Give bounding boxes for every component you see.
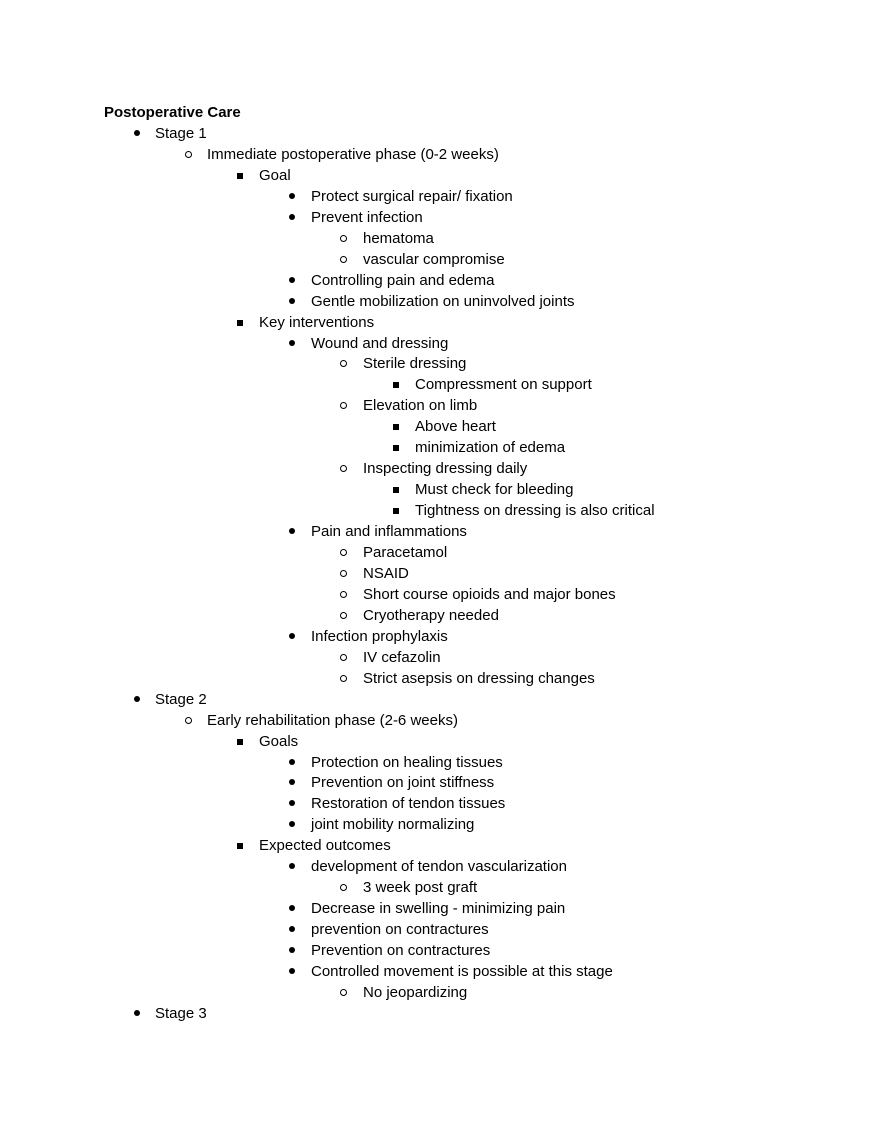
list-item bbox=[0, 270, 880, 291]
list-item bbox=[0, 940, 880, 961]
disc-bullet-icon bbox=[286, 291, 300, 312]
list-item bbox=[0, 228, 880, 249]
circle-bullet-icon bbox=[183, 144, 197, 165]
list-item-text: Strict asepsis on dressing changes bbox=[363, 670, 595, 687]
list-item bbox=[0, 647, 880, 668]
circle-bullet-icon bbox=[338, 542, 352, 563]
circle-bullet-icon bbox=[338, 605, 352, 626]
list-item bbox=[0, 500, 880, 521]
list-item-text: Goal bbox=[259, 167, 291, 184]
list-item-text: Must check for bleeding bbox=[415, 481, 574, 498]
square-bullet-icon bbox=[234, 731, 248, 752]
circle-bullet-icon bbox=[338, 584, 352, 605]
list-item bbox=[0, 353, 880, 374]
list-item bbox=[0, 752, 880, 773]
disc-bullet-icon bbox=[286, 521, 300, 542]
list-item bbox=[0, 668, 880, 689]
circle-bullet-icon bbox=[338, 668, 352, 689]
list-item-text: Goals bbox=[259, 733, 299, 750]
list-item-text: Stage 2 bbox=[155, 691, 207, 708]
list-item bbox=[0, 374, 880, 395]
square-bullet-icon bbox=[390, 374, 404, 395]
list-item bbox=[0, 144, 880, 165]
circle-bullet-icon bbox=[183, 710, 197, 731]
square-bullet-icon bbox=[234, 165, 248, 186]
list-item bbox=[0, 479, 880, 500]
disc-bullet-icon bbox=[286, 333, 300, 354]
circle-bullet-icon bbox=[338, 563, 352, 584]
list-item bbox=[0, 731, 880, 752]
disc-bullet-icon bbox=[286, 961, 300, 982]
list-item-text: NSAID bbox=[363, 565, 409, 582]
disc-bullet-icon bbox=[131, 689, 145, 710]
list-item bbox=[0, 563, 880, 584]
disc-bullet-icon bbox=[131, 1003, 145, 1024]
list-item-text: Prevention on contractures bbox=[311, 942, 491, 959]
list-item-text: Early rehabilitation phase (2-6 weeks) bbox=[207, 712, 458, 729]
list-item bbox=[0, 521, 880, 542]
disc-bullet-icon bbox=[286, 772, 300, 793]
list-item-text: Above heart bbox=[415, 418, 496, 435]
list-item bbox=[0, 123, 880, 144]
list-item-text: Prevention on joint stiffness bbox=[311, 774, 495, 791]
disc-bullet-icon bbox=[286, 270, 300, 291]
square-bullet-icon bbox=[234, 312, 248, 333]
list-item bbox=[0, 961, 880, 982]
list-item-text: Decrease in swelling - minimizing pain bbox=[311, 900, 566, 917]
list-item bbox=[0, 416, 880, 437]
list-item-text: Protection on healing tissues bbox=[311, 754, 503, 771]
list-item bbox=[0, 605, 880, 626]
circle-bullet-icon bbox=[338, 353, 352, 374]
disc-bullet-icon bbox=[286, 814, 300, 835]
disc-bullet-icon bbox=[286, 207, 300, 228]
disc-bullet-icon bbox=[286, 186, 300, 207]
list-item-text: prevention on contractures bbox=[311, 921, 489, 938]
list-item bbox=[0, 856, 880, 877]
circle-bullet-icon bbox=[338, 877, 352, 898]
list-item-text: Tightness on dressing is also critical bbox=[415, 502, 655, 519]
circle-bullet-icon bbox=[338, 228, 352, 249]
list-item-text: 3 week post graft bbox=[363, 879, 478, 896]
list-item-text: Immediate postoperative phase (0-2 weeks) bbox=[207, 146, 499, 163]
disc-bullet-icon bbox=[286, 940, 300, 961]
circle-bullet-icon bbox=[338, 249, 352, 270]
square-bullet-icon bbox=[390, 416, 404, 437]
list-item bbox=[0, 772, 880, 793]
square-bullet-icon bbox=[390, 500, 404, 521]
list-item bbox=[0, 249, 880, 270]
list-item-text: Infection prophylaxis bbox=[311, 628, 448, 645]
circle-bullet-icon bbox=[338, 982, 352, 1003]
list-item-text: vascular compromise bbox=[363, 251, 505, 268]
list-item-text: Compressment on support bbox=[415, 376, 592, 393]
list-item bbox=[0, 877, 880, 898]
list-item bbox=[0, 437, 880, 458]
list-item bbox=[0, 584, 880, 605]
list-item-text: Controlling pain and edema bbox=[311, 272, 495, 289]
list-item-text: IV cefazolin bbox=[363, 649, 441, 666]
disc-bullet-icon bbox=[286, 898, 300, 919]
list-item bbox=[0, 542, 880, 563]
list-item bbox=[0, 333, 880, 354]
list-item bbox=[0, 626, 880, 647]
disc-bullet-icon bbox=[286, 856, 300, 877]
list-item-text: Cryotherapy needed bbox=[363, 607, 499, 624]
list-item-text: Sterile dressing bbox=[363, 355, 467, 372]
list-item-text: development of tendon vascularization bbox=[311, 858, 567, 875]
list-item bbox=[0, 689, 880, 710]
circle-bullet-icon bbox=[338, 458, 352, 479]
list-item bbox=[0, 312, 880, 333]
list-item-text: Pain and inflammations bbox=[311, 523, 467, 540]
list-item-text: joint mobility normalizing bbox=[311, 816, 475, 833]
list-item bbox=[0, 710, 880, 731]
list-item bbox=[0, 814, 880, 835]
circle-bullet-icon bbox=[338, 395, 352, 416]
list-item bbox=[0, 291, 880, 312]
list-item bbox=[0, 165, 880, 186]
document-title: Postoperative Care bbox=[104, 104, 241, 121]
list-item-text: Wound and dressing bbox=[311, 335, 449, 352]
list-item-text: Paracetamol bbox=[363, 544, 448, 561]
list-item-text: Protect surgical repair/ fixation bbox=[311, 188, 513, 205]
list-item bbox=[0, 835, 880, 856]
disc-bullet-icon bbox=[286, 919, 300, 940]
list-item bbox=[0, 207, 880, 228]
list-item bbox=[0, 919, 880, 940]
list-item-text: Controlled movement is possible at this stage bbox=[311, 963, 613, 980]
list-item-text: Prevent infection bbox=[311, 209, 423, 226]
list-item-text: Restoration of tendon tissues bbox=[311, 795, 506, 812]
list-item-text: Key interventions bbox=[259, 314, 375, 331]
list-item-text: Gentle mobilization on uninvolved joints bbox=[311, 293, 575, 310]
list-item-text: Inspecting dressing daily bbox=[363, 460, 528, 477]
circle-bullet-icon bbox=[338, 647, 352, 668]
list-item bbox=[0, 458, 880, 479]
list-item bbox=[0, 793, 880, 814]
disc-bullet-icon bbox=[131, 123, 145, 144]
list-item bbox=[0, 1003, 880, 1024]
list-item-text: minimization of edema bbox=[415, 439, 566, 456]
disc-bullet-icon bbox=[286, 752, 300, 773]
list-item bbox=[0, 186, 880, 207]
list-item bbox=[0, 982, 880, 1003]
list-item-text: Stage 3 bbox=[155, 1005, 207, 1022]
list-item bbox=[0, 395, 880, 416]
list-item-text: No jeopardizing bbox=[363, 984, 468, 1001]
list-item bbox=[0, 898, 880, 919]
square-bullet-icon bbox=[390, 479, 404, 500]
square-bullet-icon bbox=[390, 437, 404, 458]
disc-bullet-icon bbox=[286, 626, 300, 647]
list-item-text: Elevation on limb bbox=[363, 397, 478, 414]
list-item-text: Stage 1 bbox=[155, 125, 207, 142]
list-item-text: Short course opioids and major bones bbox=[363, 586, 616, 603]
disc-bullet-icon bbox=[286, 793, 300, 814]
list-item-text: hematoma bbox=[363, 230, 434, 247]
list-item-text: Expected outcomes bbox=[259, 837, 391, 854]
square-bullet-icon bbox=[234, 835, 248, 856]
